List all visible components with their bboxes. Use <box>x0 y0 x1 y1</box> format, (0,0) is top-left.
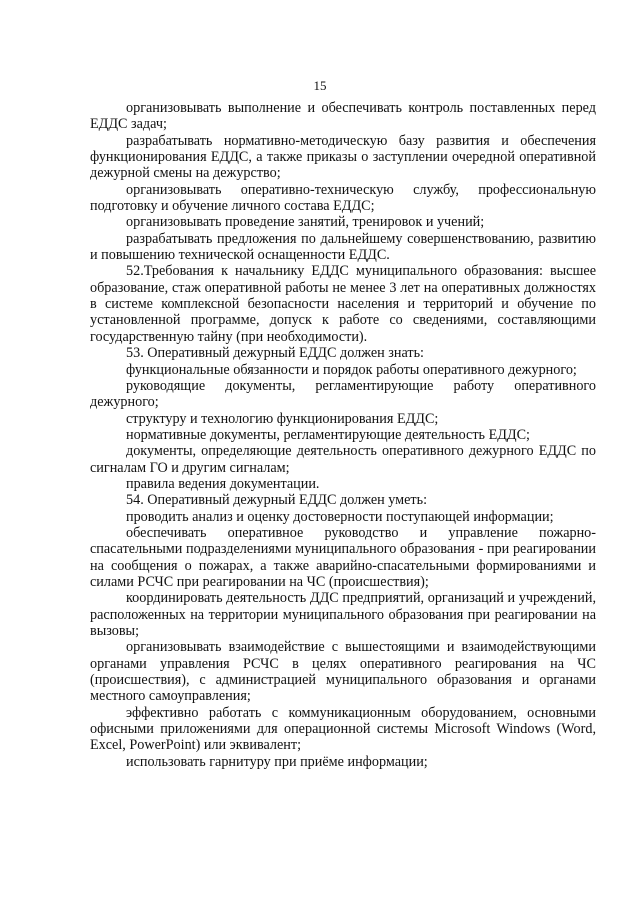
paragraph: правила ведения документации. <box>126 475 320 492</box>
paragraph: структуру и технологию функционирования ЕДДС; <box>126 410 439 427</box>
paragraph: проводить анализ и оценку достоверности поступающей информации; <box>126 508 554 525</box>
paragraph: организовывать проведение занятий, тренировок и учений; <box>126 214 485 231</box>
paragraph: координировать деятельность ДДС предприятий, организаций и учреждений, расположенных на территории муниципального образования при реагировании на вызовы; <box>90 590 596 639</box>
page-number: 15 <box>313 78 327 93</box>
paragraph: организовывать оперативно-техническую службу, профессиональную подготовку и обучение личного состава ЕДДС; <box>90 181 596 215</box>
paragraph: разрабатывать нормативно-методическую базу развития и обеспечения функционирования ЕДДС, а также приказы о заступлении очередной оперативной дежурной смены на дежурство; <box>90 132 596 182</box>
document-body <box>90 100 596 770</box>
paragraph: руководящие документы, регламентирующие работу оперативного дежурного; <box>90 377 596 411</box>
paragraph: организовывать выполнение и обеспечивать контроль поставленных перед ЕДДС задач; <box>90 100 596 133</box>
paragraph: 54. Оперативный дежурный ЕДДС должен уметь: <box>126 492 428 509</box>
paragraph: 52.Требования к начальнику ЕДДС муниципального образования: высшее образование, стаж оперативной работы не менее 3 лет на оперативных должностях в системе комплексной безопасности населения и территорий и обучение по установленной программе, допуск к работе со сведениями, составляющими государственную тайну (при необходимости). <box>90 263 596 345</box>
paragraph: документы, определяющие деятельность оперативного дежурного ЕДДС по сигналам ГО и другим сигналам; <box>90 443 596 476</box>
paragraph: организовывать взаимодействие с вышестоящими и взаимодействующими органами управления РСЧС в целях оперативного реагирования на ЧС (происшествия), с администрацией муниципального образования и органами местного самоуправления; <box>90 639 596 705</box>
paragraph: использовать гарнитуру при приёме информации; <box>126 753 428 770</box>
paragraph: 53. Оперативный дежурный ЕДДС должен знать: <box>126 345 424 362</box>
paragraph: функциональные обязанности и порядок работы оперативного дежурного; <box>126 361 577 378</box>
paragraph: нормативные документы, регламентирующие деятельность ЕДДС; <box>126 426 530 443</box>
paragraph: обеспечивать оперативное руководство и управление пожарно-спасательными подразделениями муниципального образования - при реагировании на сообщения о пожарах, а также аварийно-спасательными формированиями и силами РСЧС при реагировании на ЧС (происшествия); <box>90 524 596 590</box>
paragraph: эффективно работать с коммуникационным оборудованием, основными офисными приложениями для операционной системы Microsoft Windows (Word, Excel, PowerPoint) или эквивалент; <box>90 704 596 754</box>
paragraph: разрабатывать предложения по дальнейшему совершенствованию, развитию и повышению технической оснащенности ЕДДС. <box>90 230 596 264</box>
